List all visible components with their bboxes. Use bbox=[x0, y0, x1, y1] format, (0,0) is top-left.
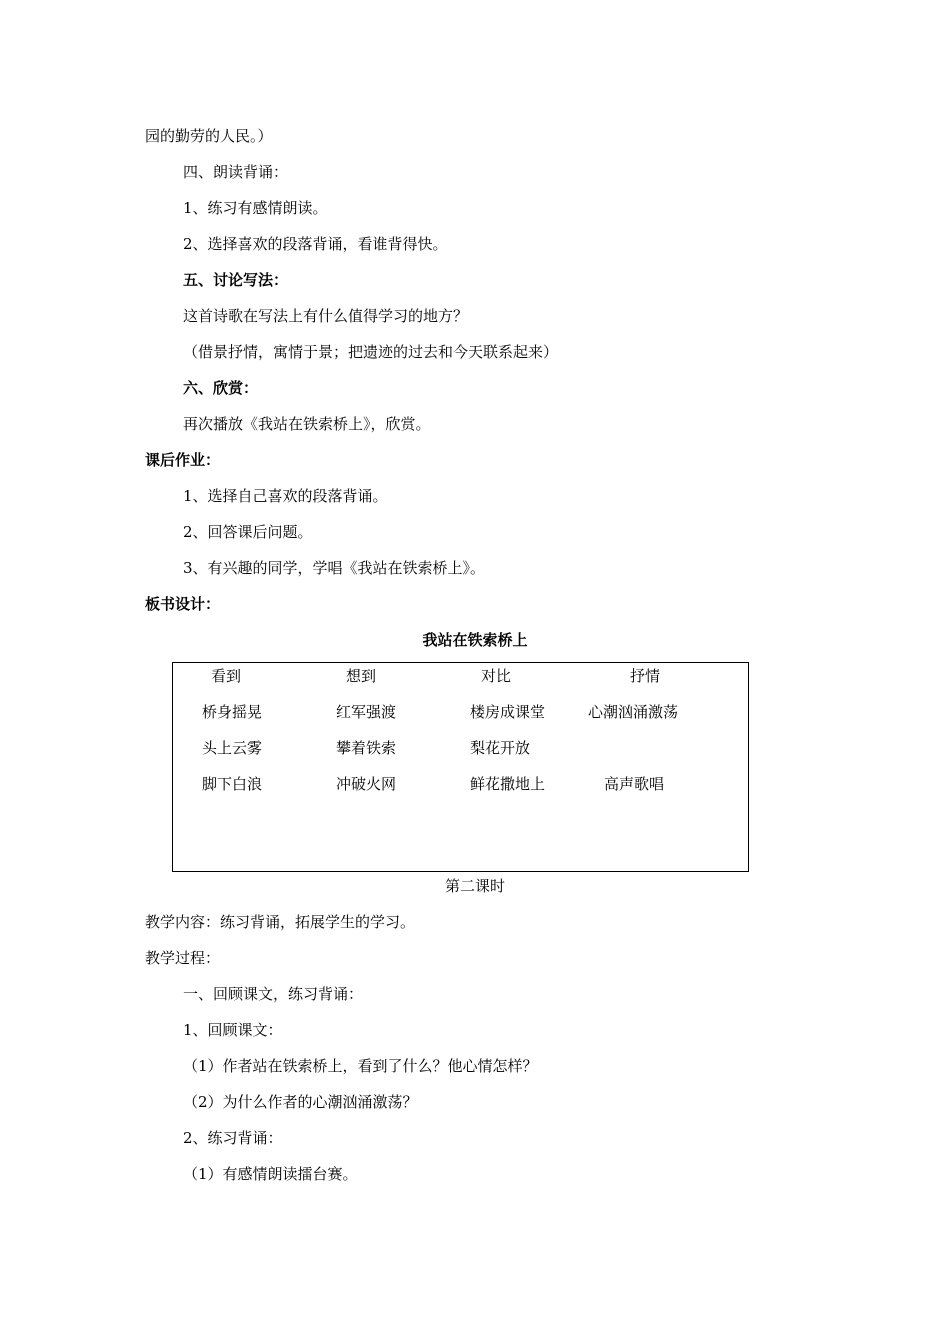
board-cell: 楼房成课堂 bbox=[470, 703, 546, 721]
text-line: 园的勤劳的人民。） bbox=[145, 127, 273, 145]
section-heading: 五、讨论写法： bbox=[183, 271, 289, 289]
text-line: 再次播放《我站在铁索桥上》，欣赏。 bbox=[183, 415, 431, 433]
board-cell: 头上云雾 bbox=[202, 739, 263, 757]
board-table bbox=[172, 662, 749, 872]
text-line: 1、回顾课文： bbox=[183, 1021, 283, 1039]
board-cell: 攀着铁索 bbox=[336, 739, 397, 757]
board-cell: 脚下白浪 bbox=[202, 775, 263, 793]
board-header: 看到 bbox=[211, 667, 242, 685]
text-line: （1）有感情朗读擂台赛。 bbox=[183, 1165, 358, 1183]
board-cell: 桥身摇晃 bbox=[202, 703, 263, 721]
text-line: （1）作者站在铁索桥上，看到了什么？他心情怎样？ bbox=[183, 1057, 538, 1075]
board-cell: 高声歌唱 bbox=[604, 775, 665, 793]
text-line: 2、回答课后问题。 bbox=[183, 523, 313, 541]
text-line: 3、有兴趣的同学，学唱《我站在铁索桥上》。 bbox=[183, 559, 486, 577]
board-cell: 梨花开放 bbox=[470, 739, 531, 757]
text-line: 这首诗歌在写法上有什么值得学习的地方？ bbox=[183, 307, 469, 325]
text-line: 教学过程： bbox=[145, 949, 221, 967]
section-heading: 课后作业： bbox=[145, 451, 221, 469]
section-heading: 板书设计： bbox=[145, 595, 221, 613]
text-line: 1、选择自己喜欢的段落背诵。 bbox=[183, 487, 388, 505]
board-cell: 鲜花撒地上 bbox=[470, 775, 546, 793]
text-line: （2）为什么作者的心潮汹涌激荡？ bbox=[183, 1093, 418, 1111]
text-line: 教学内容：练习背诵，拓展学生的学习。 bbox=[145, 913, 416, 931]
board-cell: 冲破火网 bbox=[336, 775, 397, 793]
text-line: 1、练习有感情朗读。 bbox=[183, 199, 328, 217]
text-line: 2、练习背诵： bbox=[183, 1129, 283, 1147]
board-header: 想到 bbox=[346, 667, 377, 685]
lesson-caption: 第二课时 bbox=[444, 877, 505, 895]
section-heading: 四、朗读背诵： bbox=[183, 163, 289, 181]
section-heading: 六、欣赏： bbox=[183, 379, 259, 397]
text-line: 2、选择喜欢的段落背诵，看谁背得快。 bbox=[183, 235, 448, 253]
board-title: 我站在铁索桥上 bbox=[422, 631, 528, 649]
text-line: （借景抒情，寓情于景；把遗迹的过去和今天联系起来） bbox=[183, 343, 559, 361]
text-line: 一、回顾课文，练习背诵： bbox=[183, 985, 364, 1003]
board-header: 抒情 bbox=[630, 667, 661, 685]
board-cell: 红军强渡 bbox=[336, 703, 397, 721]
board-header: 对比 bbox=[481, 667, 512, 685]
board-cell: 心潮汹涌激荡 bbox=[588, 703, 679, 721]
